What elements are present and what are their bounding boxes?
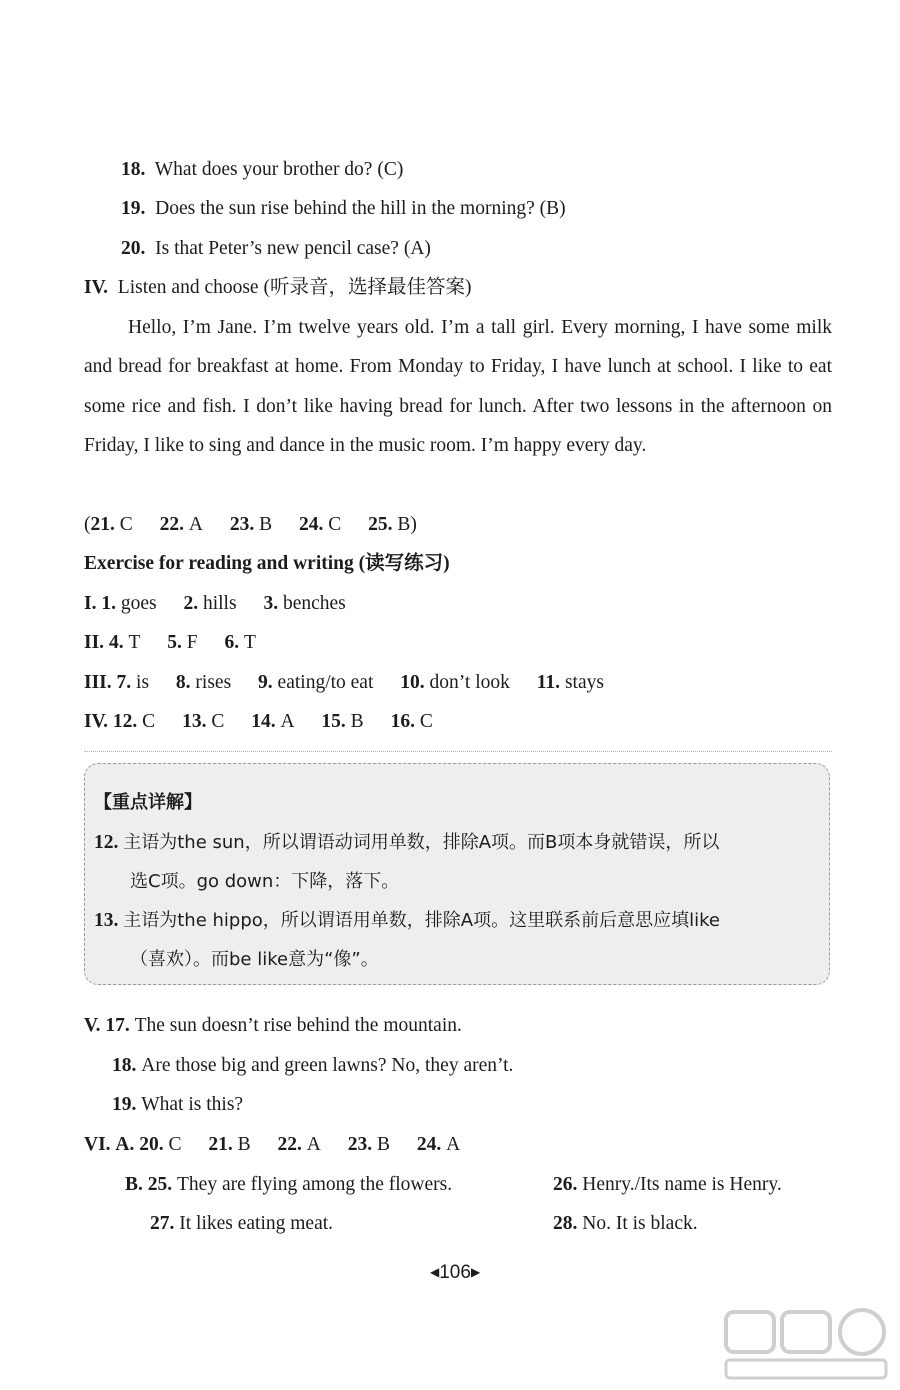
explanation-line: 12. 主语为the sun，所以谓语动词用单数，排除A项。而B项本身就错误，所以 xyxy=(94,832,720,853)
triangle-right-icon: ▶ xyxy=(470,1265,481,1279)
listening-passage xyxy=(84,308,832,466)
item-text: Does the sun rise behind the hill in the morning? (B) xyxy=(155,198,566,219)
answer-row: IV. 12. C 13. C 14. A 15. B 16. C xyxy=(84,711,433,732)
list-item: 27. It likes eating meat. xyxy=(150,1213,334,1234)
list-item xyxy=(121,197,566,221)
divider xyxy=(84,751,832,752)
watermark-icon xyxy=(722,1304,892,1384)
item-text: Is that Peter’s new pencil case? (A) xyxy=(155,238,431,259)
answer-row: (21. C 22. A 23. B 24. C 25. B) xyxy=(84,514,417,535)
section-label: IV. xyxy=(84,277,109,298)
answer-row: III. 7. is 8. rises 9. eating/to eat 10. don’t look 11. stays xyxy=(84,672,604,693)
page-number: ◀106▶ xyxy=(430,1262,481,1283)
explanation-line: 13. 主语为the hippo，所以谓语用单数，排除A项。这里联系前后意思应填like xyxy=(94,910,720,931)
section-heading xyxy=(84,276,471,300)
list-item: 26. Henry./Its name is Henry. xyxy=(553,1174,782,1195)
section-title: Exercise for reading and writing (读写练习) xyxy=(84,553,450,574)
item-number: 20. xyxy=(121,238,146,259)
section-title: Listen and choose (听录音，选择最佳答案) xyxy=(117,277,472,298)
explanation-line: 选C项。go down：下降，落下。 xyxy=(130,871,400,892)
item-number: 19. xyxy=(121,198,146,219)
list-item xyxy=(121,237,431,261)
triangle-left-icon: ◀ xyxy=(430,1265,440,1279)
list-item: 28. No. It is black. xyxy=(553,1213,698,1234)
explanation-line: （喜欢）。而be like意为“像”。 xyxy=(130,949,379,970)
list-item xyxy=(121,158,403,182)
list-item: V. 17. The sun doesn’t rise behind the mountain. xyxy=(84,1015,462,1036)
list-item: B. 25. They are flying among the flowers. xyxy=(125,1174,453,1195)
list-item: 18. Are those big and green lawns? No, they aren’t. xyxy=(112,1055,514,1076)
answer-row: II. 4. T 5. F 6. T xyxy=(84,632,256,653)
explanation-title: 【重点详解】 xyxy=(94,792,202,813)
item-text: What does your brother do? (C) xyxy=(154,159,404,180)
answer-row: I. 1. goes 2. hills 3. benches xyxy=(84,593,346,614)
answer-row: VI. A. 20. C 21. B 22. A 23. B 24. A xyxy=(84,1134,461,1155)
list-item: 19. What is this? xyxy=(112,1094,244,1115)
passage-text: Hello, I’m Jane. I’m twelve years old. I’m a tall girl. Every morning, I have some milk and bread for breakfast at home. From Monday to Friday, I have lunch at school. I like to eat some rice and fish. I don’t like having bread for lunch. After two lessons in the afternoon on Friday, I like to sing and dance in the music room. I’m happy every day. xyxy=(84,317,832,457)
item-number: 18. xyxy=(121,159,146,180)
